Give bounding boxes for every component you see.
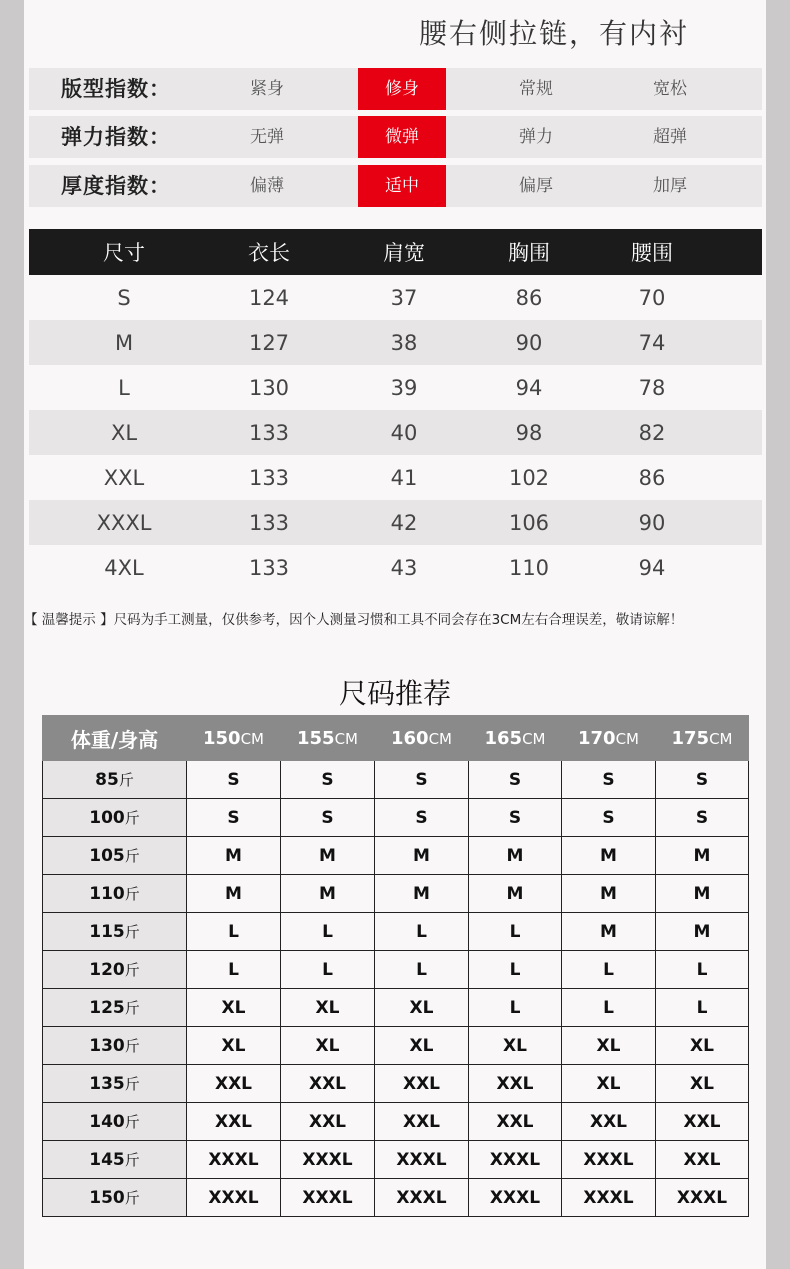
recommended-size-cell: XL — [656, 1065, 749, 1103]
recommended-size-cell: M — [187, 837, 281, 875]
measurement-header-cell: 腰围 — [631, 241, 673, 265]
measurement-cell: 37 — [390, 285, 418, 310]
recommended-size-cell: XL — [562, 1065, 656, 1103]
recommended-size-cell: M — [656, 875, 749, 913]
index-option: 偏厚 — [519, 176, 553, 196]
measurement-row — [29, 500, 762, 545]
measurement-cell: L — [118, 375, 130, 400]
weight-cell — [43, 1027, 187, 1065]
index-option: 常规 — [519, 79, 553, 99]
measurement-cell: 94 — [515, 375, 543, 400]
recommended-size-cell: XXL — [469, 1065, 562, 1103]
measurement-cell: 94 — [638, 555, 666, 580]
weight-unit: 斤 — [124, 847, 140, 865]
index-label: 弹力指数： — [61, 125, 171, 149]
index-option: 紧身 — [250, 79, 284, 99]
height-value: 155 — [297, 727, 335, 749]
height-header-cell — [375, 716, 469, 761]
index-option-selected: 适中 — [358, 165, 446, 207]
size-recommendation-table — [42, 715, 749, 1217]
recommended-size-cell: L — [375, 913, 469, 951]
weight-value: 105 — [89, 846, 125, 866]
recommended-size-cell: M — [469, 875, 562, 913]
weight-value: 145 — [89, 1150, 125, 1170]
measurement-cell: 42 — [390, 510, 418, 535]
weight-unit: 斤 — [124, 961, 140, 979]
weight-unit: 斤 — [124, 1189, 140, 1207]
recommendation-title: 尺码推荐 — [338, 677, 451, 710]
measurement-cell: 82 — [638, 420, 666, 445]
recommendation-row — [43, 875, 749, 913]
measurement-table — [29, 229, 762, 590]
recommended-size-cell: L — [656, 989, 749, 1027]
measurement-cell: XXXL — [96, 510, 152, 535]
height-unit: CM — [334, 729, 358, 748]
height-header-cell — [656, 716, 749, 761]
recommended-size-cell: XXXL — [375, 1141, 469, 1179]
recommendation-row — [43, 799, 749, 837]
measurement-cell: 130 — [248, 375, 290, 400]
measurement-cell: M — [114, 330, 134, 355]
height-unit: CM — [522, 729, 546, 748]
recommended-size-cell: XXXL — [562, 1179, 656, 1217]
height-header-cell — [562, 716, 656, 761]
recommendation-row — [43, 1065, 749, 1103]
index-option-selected: 微弹 — [358, 116, 446, 158]
index-option-selected: 修身 — [358, 68, 446, 110]
measurement-cell: 98 — [515, 420, 543, 445]
weight-cell — [43, 951, 187, 989]
recommended-size-cell: L — [562, 951, 656, 989]
weight-value: 150 — [89, 1188, 125, 1208]
weight-unit: 斤 — [124, 809, 140, 827]
recommendation-row — [43, 913, 749, 951]
measurement-header-cell: 胸围 — [508, 241, 550, 265]
measurement-cell: 133 — [248, 555, 290, 580]
measurement-row — [29, 545, 762, 590]
weight-value: 85 — [95, 770, 119, 790]
weight-value: 100 — [89, 808, 125, 828]
recommended-size-cell: XXL — [656, 1103, 749, 1141]
weight-value: 140 — [89, 1112, 125, 1132]
measurement-table-body — [29, 275, 762, 590]
recommended-size-cell: S — [656, 799, 749, 837]
recommended-size-cell: M — [562, 837, 656, 875]
measurement-cell: S — [117, 285, 131, 310]
weight-cell — [43, 837, 187, 875]
measurement-cell: 127 — [248, 330, 290, 355]
weight-value: 120 — [89, 960, 125, 980]
measurement-cell: XXL — [103, 465, 145, 490]
height-value: 160 — [391, 727, 429, 749]
recommended-size-cell: XXXL — [656, 1179, 749, 1217]
recommended-size-cell: XXL — [656, 1141, 749, 1179]
recommended-size-cell: XL — [281, 989, 375, 1027]
measurement-row — [29, 275, 762, 320]
weight-cell — [43, 799, 187, 837]
measurement-cell: 133 — [248, 465, 290, 490]
recommendation-header-row — [43, 716, 749, 761]
recommended-size-cell: XL — [281, 1027, 375, 1065]
index-option: 无弹 — [250, 127, 284, 147]
measurement-row — [29, 365, 762, 410]
measurement-header-cell: 尺寸 — [103, 241, 145, 265]
measurement-tip: 【 温馨提示 】尺码为手工测量，仅供参考，因个人测量习惯和工具不同会存在3CM左右合理误差，敬请谅解！ — [24, 612, 684, 628]
height-header-cell — [469, 716, 562, 761]
weight-cell — [43, 1141, 187, 1179]
recommended-size-cell: S — [281, 799, 375, 837]
recommended-size-cell: L — [562, 989, 656, 1027]
recommendation-row — [43, 837, 749, 875]
recommendation-row — [43, 1141, 749, 1179]
weight-unit: 斤 — [118, 771, 134, 789]
measurement-header-cell: 肩宽 — [383, 241, 425, 265]
recommendation-row — [43, 989, 749, 1027]
recommended-size-cell: L — [281, 951, 375, 989]
height-unit: CM — [240, 729, 264, 748]
measurement-cell: 38 — [390, 330, 418, 355]
recommended-size-cell: M — [562, 875, 656, 913]
measurement-cell: 78 — [638, 375, 666, 400]
index-label: 版型指数： — [61, 77, 171, 101]
measurement-cell: 90 — [515, 330, 543, 355]
weight-unit: 斤 — [124, 1075, 140, 1093]
measurement-cell: 90 — [638, 510, 666, 535]
measurement-cell: 124 — [248, 285, 290, 310]
weight-height-corner: 体重/身高 — [43, 716, 187, 761]
index-row — [29, 165, 762, 207]
recommended-size-cell: L — [656, 951, 749, 989]
measurement-cell: 39 — [390, 375, 418, 400]
recommended-size-cell: L — [281, 913, 375, 951]
weight-cell — [43, 1065, 187, 1103]
height-value: 175 — [671, 727, 710, 749]
weight-unit: 斤 — [124, 1037, 140, 1055]
index-option: 超弹 — [653, 127, 687, 147]
recommended-size-cell: XXL — [375, 1103, 469, 1141]
weight-cell — [43, 1103, 187, 1141]
weight-unit: 斤 — [124, 999, 140, 1017]
recommended-size-cell: M — [375, 837, 469, 875]
measurement-header-cell: 衣长 — [248, 241, 290, 265]
measurement-cell: 40 — [390, 420, 418, 445]
recommended-size-cell: M — [375, 875, 469, 913]
recommended-size-cell: M — [281, 875, 375, 913]
recommended-size-cell: S — [375, 799, 469, 837]
recommended-size-cell: XL — [562, 1027, 656, 1065]
weight-value: 135 — [89, 1074, 125, 1094]
recommended-size-cell: S — [562, 761, 656, 799]
measurement-cell: 106 — [508, 510, 550, 535]
size-chart-page — [24, 0, 766, 1269]
recommended-size-cell: XL — [375, 989, 469, 1027]
weight-cell — [43, 913, 187, 951]
recommended-size-cell: XXXL — [562, 1141, 656, 1179]
height-unit: CM — [428, 729, 452, 748]
recommended-size-cell: L — [469, 989, 562, 1027]
measurement-table-header — [29, 229, 762, 275]
measurement-cell: 74 — [638, 330, 666, 355]
measurement-row — [29, 410, 762, 455]
recommended-size-cell: XXL — [281, 1065, 375, 1103]
recommendation-row — [43, 1179, 749, 1217]
recommended-size-cell: XL — [187, 1027, 281, 1065]
height-header-cell — [281, 716, 375, 761]
recommended-size-cell: XXXL — [187, 1179, 281, 1217]
recommended-size-cell: S — [375, 761, 469, 799]
recommendation-row — [43, 1103, 749, 1141]
height-unit: CM — [709, 729, 733, 748]
index-label: 厚度指数： — [61, 174, 171, 198]
recommended-size-cell: S — [656, 761, 749, 799]
recommendation-row — [43, 761, 749, 799]
recommended-size-cell: XXXL — [281, 1179, 375, 1217]
weight-unit: 斤 — [124, 885, 140, 903]
height-header-cell — [187, 716, 281, 761]
weight-value: 125 — [89, 998, 125, 1018]
measurement-cell: 86 — [515, 285, 543, 310]
recommended-size-cell: S — [187, 761, 281, 799]
recommended-size-cell: S — [281, 761, 375, 799]
weight-cell — [43, 761, 187, 799]
measurement-cell: 43 — [390, 555, 418, 580]
recommended-size-cell: M — [656, 837, 749, 875]
index-option: 宽松 — [653, 79, 687, 99]
recommended-size-cell: M — [562, 913, 656, 951]
recommended-size-cell: M — [656, 913, 749, 951]
recommended-size-cell: XXXL — [375, 1179, 469, 1217]
index-option: 加厚 — [653, 176, 687, 196]
recommended-size-cell: XXL — [187, 1065, 281, 1103]
height-value: 165 — [484, 727, 523, 749]
index-row — [29, 116, 762, 158]
measurement-cell: 110 — [508, 555, 550, 580]
recommendation-row — [43, 951, 749, 989]
index-row — [29, 68, 762, 110]
weight-value: 110 — [89, 884, 125, 904]
weight-value: 115 — [89, 922, 125, 942]
recommended-size-cell: XXXL — [469, 1179, 562, 1217]
weight-unit: 斤 — [124, 923, 140, 941]
height-value: 150 — [203, 727, 241, 749]
recommended-size-cell: S — [187, 799, 281, 837]
weight-cell — [43, 875, 187, 913]
index-option: 偏薄 — [250, 176, 284, 196]
recommended-size-cell: XL — [656, 1027, 749, 1065]
recommended-size-cell: L — [187, 913, 281, 951]
zipper-lining-note: 腰右侧拉链，有内衬 — [419, 17, 690, 50]
recommended-size-cell: S — [562, 799, 656, 837]
measurement-row — [29, 455, 762, 500]
recommended-size-cell: XXL — [281, 1103, 375, 1141]
recommended-size-cell: XL — [469, 1027, 562, 1065]
measurement-row — [29, 320, 762, 365]
recommended-size-cell: XXL — [187, 1103, 281, 1141]
recommended-size-cell: M — [469, 837, 562, 875]
measurement-cell: 4XL — [104, 555, 144, 580]
weight-unit: 斤 — [124, 1151, 140, 1169]
measurement-cell: 102 — [508, 465, 550, 490]
measurement-cell: XL — [110, 420, 138, 445]
recommended-size-cell: XXXL — [281, 1141, 375, 1179]
recommended-size-cell: XXXL — [469, 1141, 562, 1179]
recommended-size-cell: XXL — [562, 1103, 656, 1141]
measurement-cell: 70 — [638, 285, 666, 310]
recommended-size-cell: L — [375, 951, 469, 989]
recommended-size-cell: M — [187, 875, 281, 913]
weight-value: 130 — [89, 1036, 125, 1056]
recommended-size-cell: L — [469, 951, 562, 989]
measurement-cell: 133 — [248, 510, 290, 535]
recommendation-row — [43, 1027, 749, 1065]
index-option: 弹力 — [519, 127, 553, 147]
weight-cell — [43, 1179, 187, 1217]
measurement-cell: 41 — [390, 465, 418, 490]
height-value: 170 — [578, 727, 616, 749]
measurement-cell: 133 — [248, 420, 290, 445]
weight-cell — [43, 989, 187, 1027]
measurement-cell: 86 — [638, 465, 666, 490]
recommended-size-cell: XL — [375, 1027, 469, 1065]
recommended-size-cell: XXXL — [187, 1141, 281, 1179]
recommended-size-cell: L — [469, 913, 562, 951]
recommended-size-cell: M — [281, 837, 375, 875]
recommended-size-cell: XXL — [469, 1103, 562, 1141]
weight-unit: 斤 — [124, 1113, 140, 1131]
recommended-size-cell: S — [469, 761, 562, 799]
recommended-size-cell: XL — [187, 989, 281, 1027]
height-unit: CM — [615, 729, 639, 748]
recommended-size-cell: XXL — [375, 1065, 469, 1103]
recommended-size-cell: L — [187, 951, 281, 989]
recommended-size-cell: S — [469, 799, 562, 837]
